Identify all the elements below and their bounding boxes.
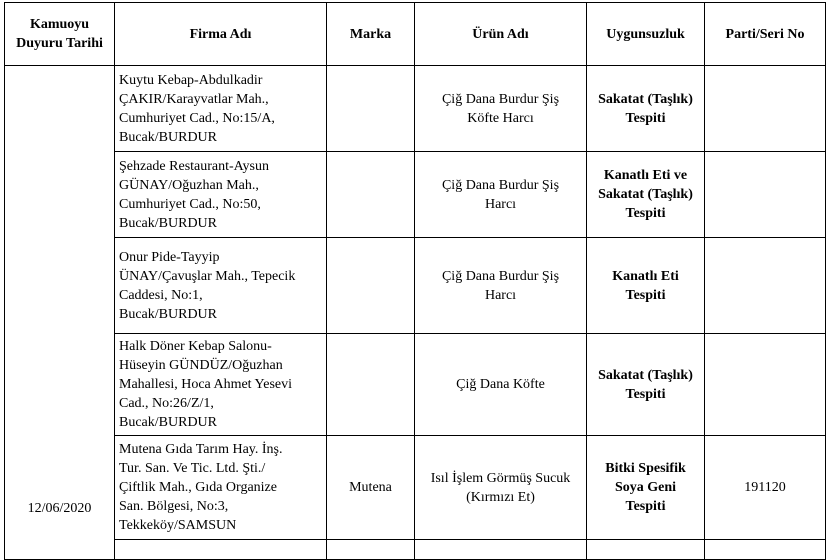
firm-cell [115,66,327,152]
nonconformity-cell [587,238,705,334]
product-line: Çiğ Dana Köfte [456,377,545,392]
brand-cell [327,66,415,152]
product-line: Isıl İşlem Görmüş Sucuk [430,470,571,486]
product-cell [415,436,587,540]
firm-line: Mahallesi, Hoca Ahmet Yesevi [119,377,293,392]
nonconformity-line: Tespiti [625,499,666,514]
header-date-line-2: Duyuru Tarihi [16,36,103,51]
firm-line: San. Bölgesi, No:3, [119,499,229,514]
header-product: Ürün Adı [415,3,587,66]
nonconformity-cell [587,334,705,436]
table-row [5,238,826,334]
nonconformity-line: Tespiti [625,206,666,221]
header-nonconformity: Uygunsuzluk [587,3,705,66]
nonconformity-line: Sakatat (Taşlık) [598,367,693,383]
recall-table [4,2,826,560]
brand-cell [327,238,415,334]
product-cell [415,238,587,334]
announcement-date: 12/06/2020 [5,66,115,560]
table-row [5,66,826,152]
product-line: Çiğ Dana Burdur Şiş [441,177,560,193]
product-line: Harcı [484,196,517,212]
nonconformity-cell [587,66,705,152]
header-date [5,3,115,66]
firm-line: Halk Döner Kebap Salonu- [119,339,272,354]
nonconformity-line: Kanatlı Eti ve [603,168,688,183]
firm-cell [115,334,327,436]
product-line: Çiğ Dana Burdur Şiş [441,91,560,107]
brand-cell: Mutena [327,436,415,540]
brand-cell [327,334,415,436]
nonconformity-cell [587,436,705,540]
firm-line: GÜNAY/Oğuzhan Mah., [119,177,259,193]
header-row [5,3,826,66]
firm-line: Kuytu Kebap-Abdulkadir [119,72,263,88]
firm-line: Cumhuriyet Cad., No:15/A, [119,110,275,126]
firm-line: Bucak/BURDUR [119,129,217,145]
firm-line: Tur. San. Ve Tic. Ltd. Şti./ [119,461,266,476]
product-cell [415,152,587,238]
nonconformity-line: Tespiti [625,287,666,303]
brand-cell [327,152,415,238]
nonconformity-line: Soya Geni [614,480,677,495]
table-row [5,334,826,436]
nonconformity-line: Bitki Spesifik [605,461,686,476]
firm-line: Şehzade Restaurant-Aysun [119,158,269,174]
table-row [5,152,826,238]
firm-line: Caddesi, No:1, [119,287,203,303]
header-brand: Marka [327,3,415,66]
nonconformity-line: Tespiti [625,386,666,402]
firm-line: Bucak/BURDUR [119,215,217,231]
firm-cell [115,436,327,540]
table-row [5,436,826,540]
firm-line: Mutena Gıda Tarım Hay. İnş. [119,442,283,457]
product-line: Köfte Harcı [467,110,534,126]
firm-line: ÜNAY/Çavuşlar Mah., Tepecik [119,268,296,284]
product-line: (Kırmızı Et) [466,489,535,505]
firm-line: ÇAKIR/Karayvatlar Mah., [119,91,269,107]
header-date-line-1: Kamuoyu [29,17,90,32]
firm-line: Tekkeköy/SAMSUN [119,518,237,533]
nonconformity-cell [587,152,705,238]
nonconformity-line: Tespiti [625,110,666,126]
firm-line: Cumhuriyet Cad., No:50, [119,196,261,212]
firm-line: Bucak/BURDUR [119,306,217,322]
batch-cell [705,152,826,238]
firm-line: Bucak/BURDUR [119,415,217,430]
firm-cell [115,152,327,238]
nonconformity-line: Sakatat (Taşlık) [598,187,693,202]
nonconformity-line: Kanatlı Eti [612,268,679,284]
product-line: Harcı [484,287,517,303]
batch-cell [705,334,826,436]
batch-cell [705,66,826,152]
firm-cell [115,238,327,334]
product-cell [415,66,587,152]
header-batch: Parti/Seri No [705,3,826,66]
nonconformity-line: Sakatat (Taşlık) [598,91,693,107]
product-line: Çiğ Dana Burdur Şiş [441,268,560,284]
firm-line: Hüseyin GÜNDÜZ/Oğuzhan [119,358,283,373]
batch-cell: 191120 [705,436,826,540]
header-firm: Firma Adı [115,3,327,66]
firm-line: Çiftlik Mah., Gıda Organize [119,480,277,495]
firm-line: Cad., No:26/Z/1, [119,396,214,411]
product-cell [415,334,587,436]
firm-line: Onur Pide-Tayyip [119,249,220,265]
batch-cell [705,238,826,334]
